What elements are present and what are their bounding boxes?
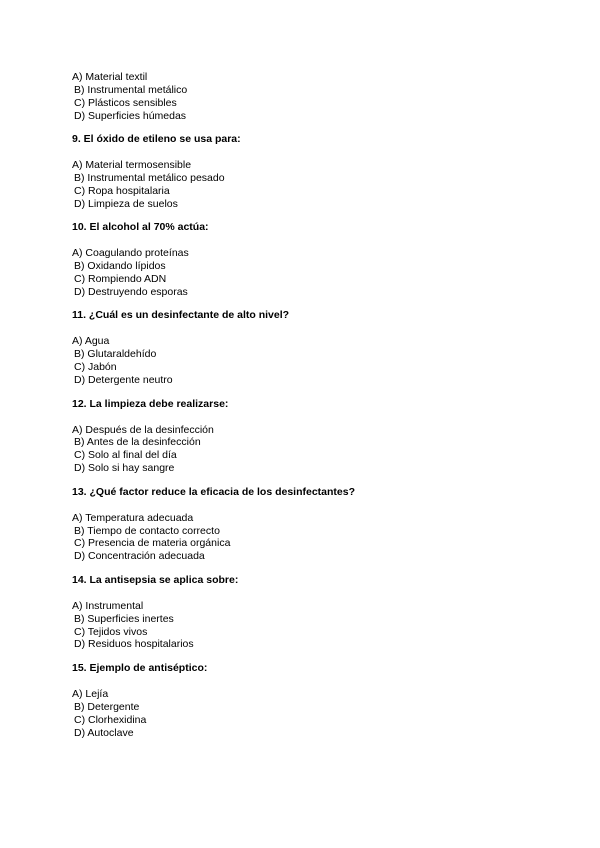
question-11-options (72, 335, 572, 387)
option-b: B) Superficies inertes (74, 612, 174, 625)
option-d: D) Solo si hay sangre (74, 462, 175, 475)
question-9-title: 9. El óxido de etileno se usa para: (72, 133, 241, 146)
option-c: C) Jabón (74, 361, 117, 374)
option-c: C) Ropa hospitalaria (74, 184, 170, 197)
option-a: A) Instrumental (72, 599, 144, 612)
option-a: A) Temperatura adecuada (72, 511, 194, 524)
option-a: A) Material termosensible (72, 159, 192, 172)
option-d: D) Destruyendo esporas (74, 285, 188, 298)
option-a: A) Agua (72, 335, 110, 348)
option-d: D) Limpieza de suelos (74, 197, 178, 210)
option-c: C) Plásticos sensibles (74, 96, 177, 109)
question-14-block (72, 574, 572, 652)
question-9-options (72, 159, 572, 211)
question-15-options (72, 688, 572, 740)
option-a: A) Coagulando proteínas (72, 247, 189, 260)
question-9-block (72, 133, 572, 211)
option-b: B) Instrumental metálico (74, 83, 188, 96)
option-b: B) Glutaraldehído (74, 348, 157, 361)
option-a: A) Después de la desinfección (72, 423, 214, 436)
question-12-block (72, 398, 572, 476)
option-d: D) Superficies húmedas (74, 109, 187, 122)
option-c: C) Tejidos vivos (74, 625, 148, 638)
option-d: D) Concentración adecuada (74, 550, 205, 563)
option-d: D) Detergente neutro (74, 374, 173, 387)
option-d: D) Residuos hospitalarios (74, 638, 194, 651)
document-page (72, 71, 572, 750)
question-13-block (72, 486, 572, 564)
question-8-options (72, 71, 572, 123)
question-10-block (72, 221, 572, 299)
option-a: A) Lejía (72, 687, 109, 700)
option-b: B) Antes de la desinfección (74, 436, 201, 449)
option-d: D) Autoclave (74, 726, 134, 739)
option-b: B) Oxidando lípidos (74, 260, 166, 273)
option-b: B) Detergente (74, 700, 140, 713)
question-15-block (72, 662, 572, 740)
option-b: B) Instrumental metálico pesado (74, 172, 225, 185)
option-a: A) Material textil (72, 71, 148, 83)
option-c: C) Clorhexidina (74, 713, 147, 726)
question-15-title: 15. Ejemplo de antiséptico: (72, 661, 208, 674)
question-13-options (72, 512, 572, 564)
question-11-title: 11. ¿Cuál es un desinfectante de alto nivel? (72, 309, 290, 322)
question-10-title: 10. El alcohol al 70% actúa: (72, 221, 209, 234)
question-12-title: 12. La limpieza debe realizarse: (72, 397, 229, 410)
question-8-options-block (72, 71, 572, 123)
option-c: C) Rompiendo ADN (74, 273, 167, 286)
question-14-title: 14. La antisepsia se aplica sobre: (72, 573, 239, 586)
question-11-block (72, 309, 572, 387)
option-c: C) Presencia de materia orgánica (74, 537, 231, 550)
question-13-title: 13. ¿Qué factor reduce la eficacia de los desinfectantes? (72, 485, 356, 498)
question-14-options (72, 600, 572, 652)
question-10-options (72, 247, 572, 299)
option-b: B) Tiempo de contacto correcto (74, 524, 220, 537)
option-c: C) Solo al final del día (74, 449, 177, 462)
question-12-options (72, 424, 572, 476)
